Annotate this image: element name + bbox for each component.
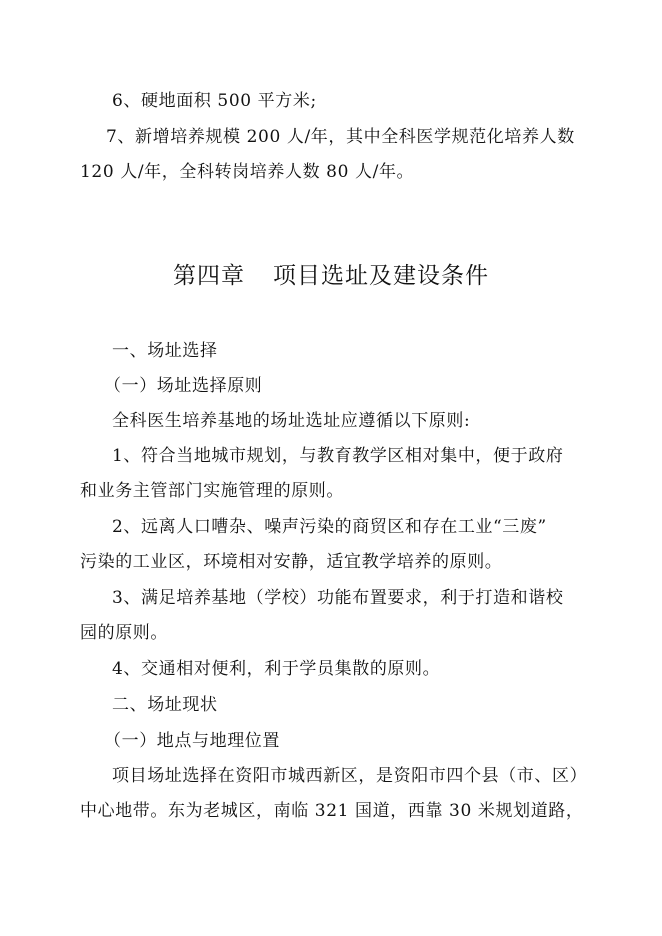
location-paragraph-cont: 中心地带。东为老城区，南临 321 国道，西靠 30 米规划道路， [80,801,584,821]
chapter-number: 第四章 [173,263,245,289]
section-2-heading: 二、场址现状 [112,695,218,715]
chapter-title [0,262,662,290]
section-1-heading: 一、场址选择 [112,341,218,361]
principle-1: 1、符合当地城市规划，与教育教学区相对集中，便于政府 [112,446,564,466]
principle-4: 4、交通相对便利，利于学员集散的原则。 [112,659,441,679]
principle-3: 3、满足培养基地（学校）功能布置要求，利于打造和谐校 [112,588,564,608]
section-1-subheading: （一）场址选择原则 [104,376,263,396]
item-7-training-scale-cont: 120 人/年，全科转岗培养人数 80 人/年。 [80,162,415,182]
principle-2: 2、远离人口嘈杂、噪声污染的商贸区和存在工业“三废” [112,517,547,537]
chapter-heading: 项目选址及建设条件 [273,263,489,289]
section-1-intro: 全科医生培养基地的场址选址应遵循以下原则: [112,411,471,431]
item-6-hard-ground-area: 6、硬地面积 500 平方米; [112,91,317,111]
item-7-training-scale: 7、新增培养规模 200 人/年，其中全科医学规范化培养人数 [106,127,575,147]
principle-3-cont: 园的原则。 [80,623,168,643]
section-2-subheading: （一）地点与地理位置 [104,731,280,751]
principle-2-cont: 污染的工业区，环境相对安静，适宜教学培养的原则。 [80,552,503,572]
location-paragraph: 项目场址选择在资阳市城西新区，是资阳市四个县（市、区） [112,766,588,786]
principle-1-cont: 和业务主管部门实施管理的原则。 [80,481,344,501]
